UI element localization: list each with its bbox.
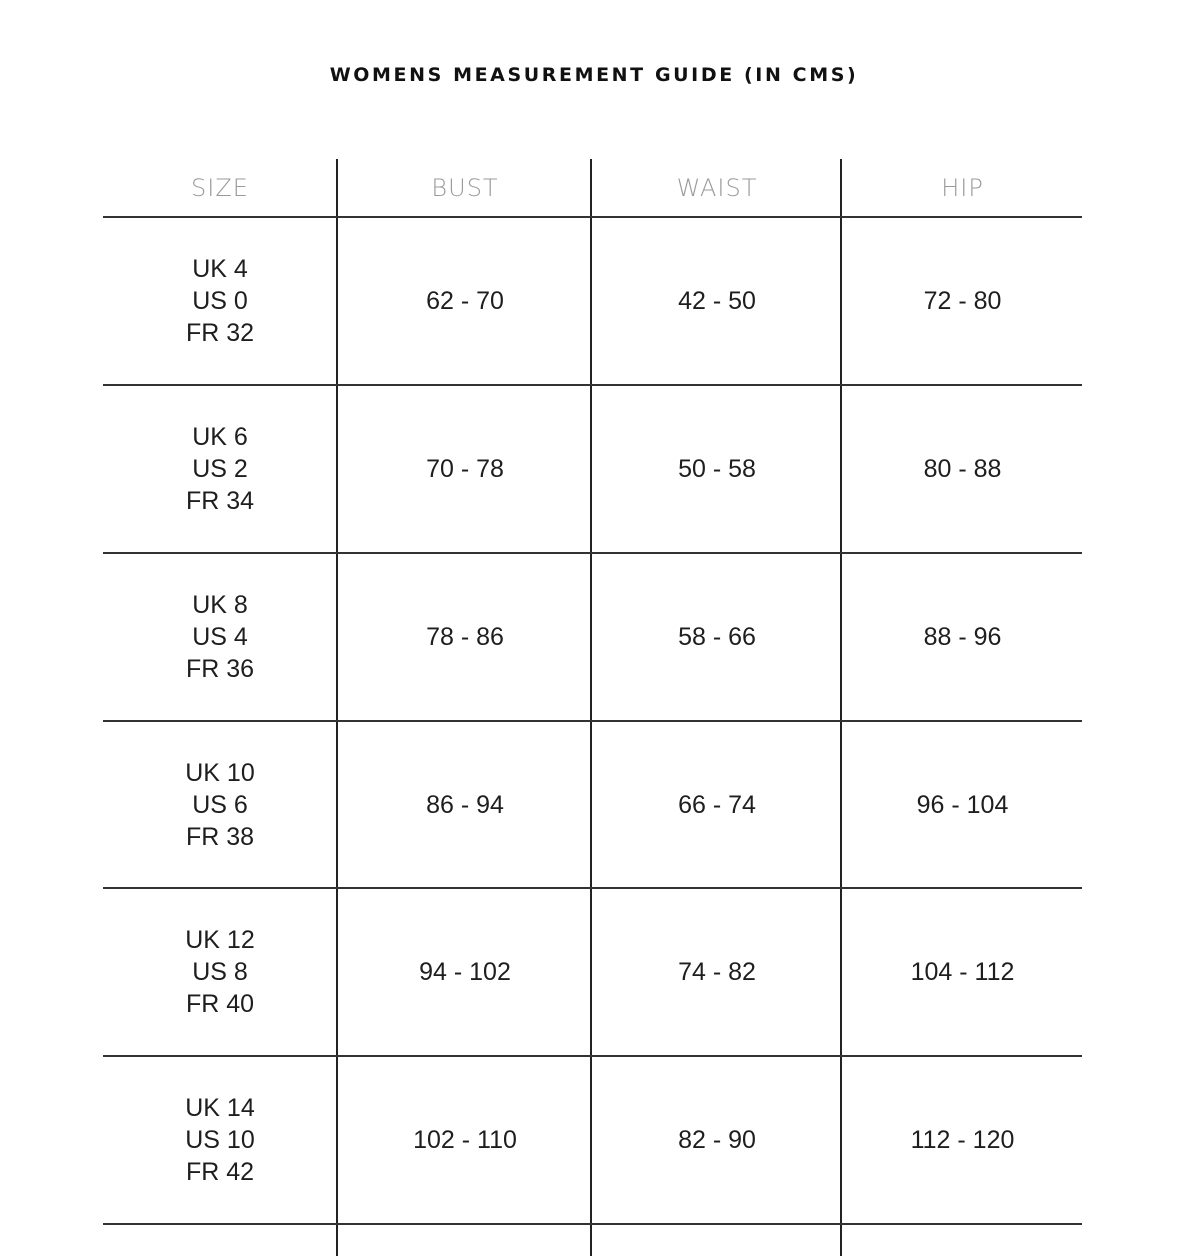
size-uk: UK 4 (192, 255, 248, 283)
size-cell (103, 386, 337, 552)
waist-cell: 50 - 58 (678, 455, 756, 483)
waist-cell: 74 - 82 (678, 958, 756, 986)
hip-cell: 72 - 80 (923, 287, 1002, 315)
hip-cell: 96 - 104 (916, 791, 1009, 819)
bust-cell: 62 - 70 (426, 287, 504, 315)
size-fr: FR 40 (185, 990, 255, 1018)
waist-cell: 42 - 50 (678, 287, 756, 315)
size-fr: FR 38 (185, 823, 255, 851)
waist-cell: 58 - 66 (678, 623, 756, 651)
size-us: US 4 (192, 623, 248, 651)
size-us: US 2 (192, 455, 248, 483)
size-uk: UK 14 (185, 1094, 255, 1122)
size-uk: UK 8 (192, 591, 248, 619)
hip-cell: 104 - 112 (910, 958, 1015, 986)
bust-cell: 94 - 102 (419, 958, 511, 986)
size-cell (103, 722, 337, 888)
waist-cell: 66 - 74 (678, 791, 756, 819)
hip-cell: 88 - 96 (923, 623, 1002, 651)
size-fr: FR 34 (185, 487, 255, 515)
bust-cell: 78 - 86 (426, 623, 504, 651)
size-us: US 8 (192, 958, 248, 986)
size-fr: FR 42 (185, 1158, 255, 1186)
size-fr: FR 32 (185, 319, 255, 347)
size-fr: FR 36 (185, 655, 255, 683)
bust-cell: 70 - 78 (426, 455, 504, 483)
size-uk: UK 12 (185, 926, 255, 954)
column-header-hip: HIP (941, 174, 984, 202)
bust-cell: 102 - 110 (413, 1126, 517, 1154)
bust-cell: 86 - 94 (426, 791, 504, 819)
size-cell (103, 218, 337, 384)
size-us: US 0 (192, 287, 248, 315)
column-header-waist: WAIST (676, 174, 758, 202)
size-cell (103, 554, 337, 720)
row-divider (103, 1223, 1082, 1225)
page-title: WOMENS MEASUREMENT GUIDE (IN CMS) (329, 64, 859, 86)
size-us: US 6 (192, 791, 248, 819)
size-cell (103, 1057, 337, 1223)
column-header-bust: BUST (431, 174, 499, 202)
hip-cell: 112 - 120 (910, 1126, 1015, 1154)
size-cell (103, 889, 337, 1055)
column-header-size: SIZE (191, 174, 249, 202)
waist-cell: 82 - 90 (678, 1126, 756, 1154)
size-us: US 10 (185, 1126, 255, 1154)
size-uk: UK 10 (185, 759, 255, 787)
size-uk: UK 6 (192, 423, 248, 451)
hip-cell: 80 - 88 (923, 455, 1002, 483)
